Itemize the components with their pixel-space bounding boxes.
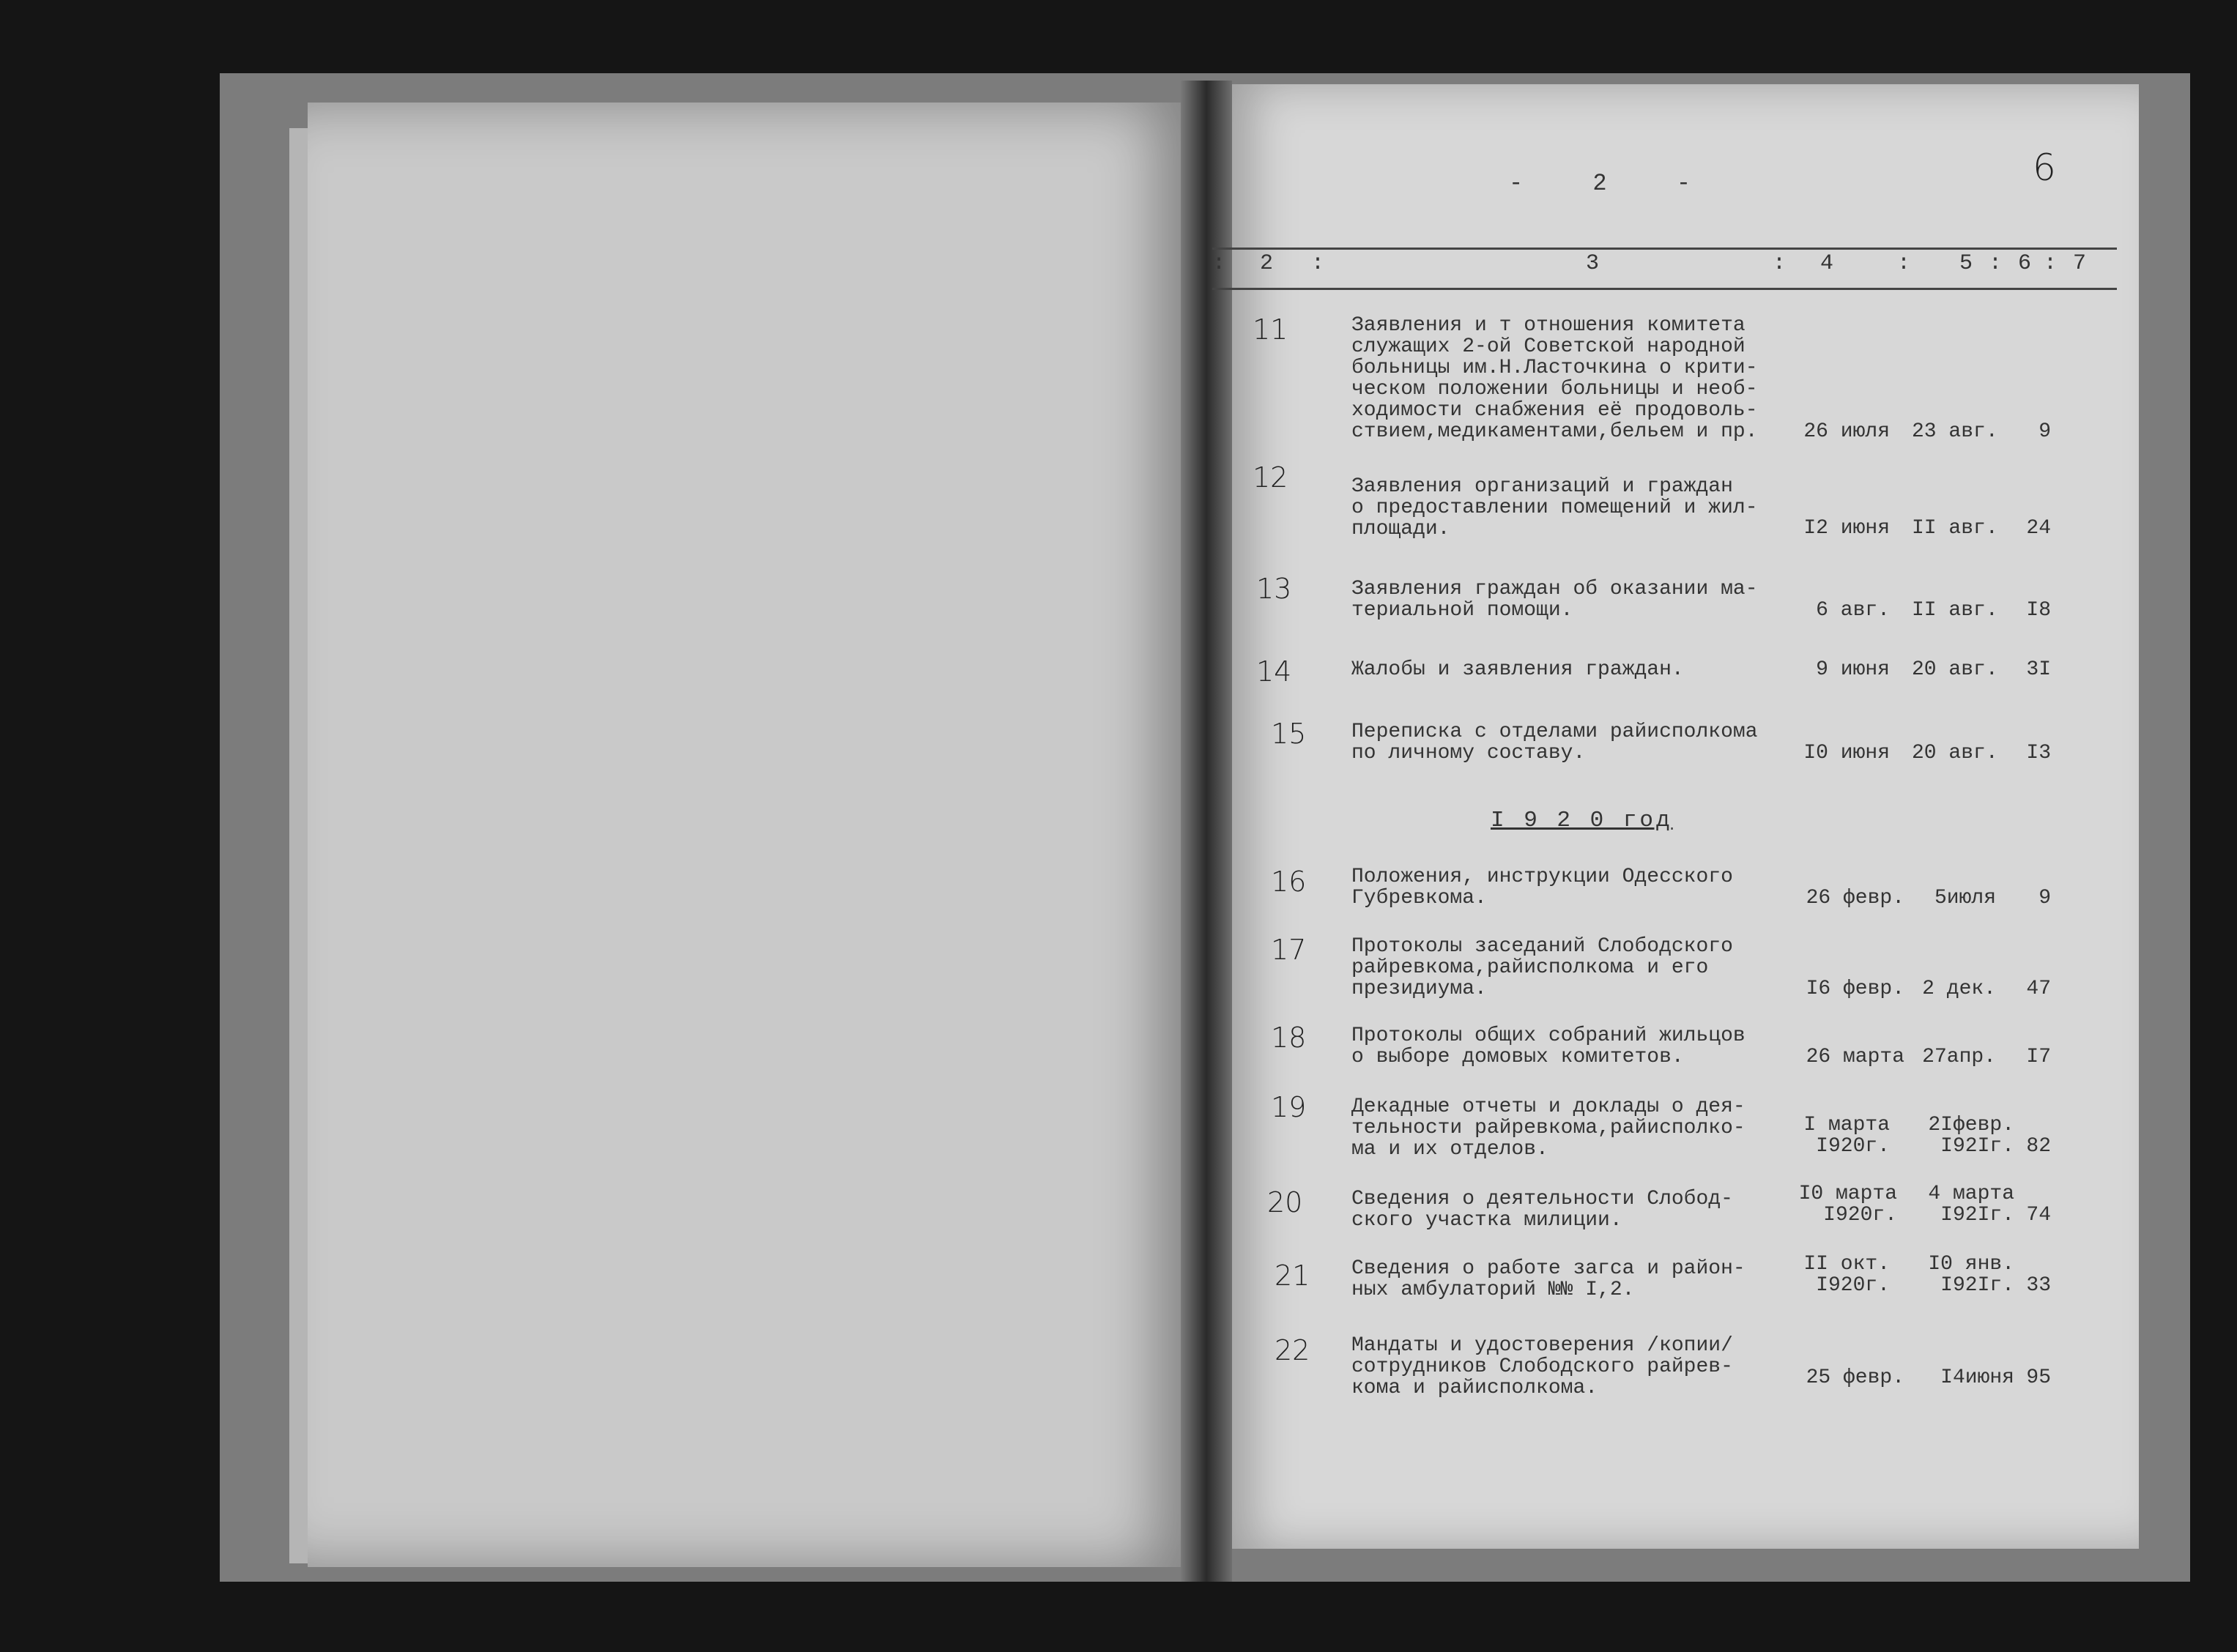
entry-sheet-count: I3 [2026,742,2051,764]
entry-sheet-count: 95 [2026,1366,2051,1389]
entry-number: 22 [1275,1334,1310,1366]
entry-end-date: I4июня [1940,1366,2014,1389]
entry-sheet-count: 82 [2026,1135,2051,1158]
column-3-header: 3 [1586,251,1600,276]
entry-number: 12 [1253,461,1288,494]
entry-sheet-count: 47 [2026,978,2051,1000]
entry-sheet-count: I7 [2026,1046,2051,1068]
header-sep: : [1212,251,1226,276]
page-number-typed: - 2 - [1509,170,1719,197]
entry-number: 17 [1271,934,1307,966]
column-5-header: 5 [1959,251,1973,276]
entry-number: 16 [1271,866,1307,898]
entry-description: Заявления и т отношения комитета служащих 2-ой Советской народной больницы им.Н.Ласточкина о крити- ческом положении больницы и необ- ходимости снабжения её продоволь- ствием,медикаментами,бельем и пр. [1351,314,1758,443]
entry-end-date: 20 авг. [1912,742,1998,764]
entry-number: 13 [1256,573,1292,605]
column-6-header: 6 [2018,251,2032,276]
archive-sheet-number: 6 [2033,146,2056,189]
entry-description: Декадные отчеты и доклады о дея- тельности райревкома,райисполко- ма и их отделов. [1351,1095,1746,1161]
entry-end-date: 5июля [1934,887,1996,909]
entry-number: 21 [1275,1260,1310,1292]
entry-end-date: 20 авг. [1912,658,1998,681]
entry-start-date: 6 авг. [1816,599,1890,622]
header-sep: : [1897,251,1911,276]
entry-end-date: 2 дек. [1922,978,1996,1000]
entry-number: 14 [1256,655,1292,688]
header-sep: : [1311,251,1325,276]
column-2-header: 2 [1260,251,1274,276]
entry-start-date: I марта I920г. [1803,1114,1890,1158]
entry-end-date: 4 марта I92Iг. [1928,1183,2014,1227]
entry-sheet-count: 9 [2038,887,2051,909]
entry-start-date: 25 февр. [1806,1366,1904,1389]
entry-end-date: 23 авг. [1912,420,1998,443]
entry-description: Протоколы общих собраний жильцов о выборе домовых комитетов. [1351,1024,1746,1068]
entry-number: 20 [1267,1186,1303,1218]
entry-end-date: 27апр. [1922,1046,1996,1068]
entry-description: Положения, инструкции Одесского Губревкома. [1351,866,1733,909]
entry-description: Заявления граждан об оказании ма- териальной помощи. [1351,578,1758,622]
entry-description: Сведения о деятельности Слобод- ского участка милиции. [1351,1188,1733,1232]
entry-sheet-count: 74 [2026,1204,2051,1227]
entry-start-date: I0 марта I920г. [1798,1183,1897,1227]
entry-end-date: I0 янв. I92Iг. [1928,1253,2014,1297]
book-gutter [1181,81,1232,1582]
header-rule-top [1212,248,2117,250]
entry-number: 18 [1271,1022,1307,1054]
column-7-header: 7 [2073,251,2087,276]
entry-description: Жалобы и заявления граждан. [1351,658,1684,681]
entry-sheet-count: I8 [2026,599,2051,622]
header-rule-bottom [1212,288,2117,290]
entry-description: Заявления организаций и граждан о предоставлении помещений и жил- площади. [1351,475,1758,540]
entry-number: 19 [1271,1091,1307,1123]
entry-start-date: I0 июня [1803,742,1890,764]
entry-description: Мандаты и удостоверения /копии/ сотрудников Слободского райрев- кома и райисполкома. [1351,1334,1733,1399]
entry-start-date: 26 марта [1806,1046,1904,1068]
header-sep: : [1773,251,1787,276]
entry-description: Протоколы заседаний Слободского райревкома,райисполкома и его президиума. [1351,935,1733,1000]
entry-description: Переписка с отделами райисполкома по личному составу. [1351,721,1758,764]
year-heading: I 9 2 0 год [1491,808,1673,833]
column-4-header: 4 [1820,251,1834,276]
entry-description: Сведения о работе загса и район- ных амбулаторий №№ I,2. [1351,1257,1746,1301]
entry-number: 11 [1253,313,1288,346]
right-page [1223,84,2139,1549]
entry-sheet-count: 24 [2026,517,2051,540]
entry-sheet-count: 9 [2038,420,2051,443]
entry-end-date: 2Iфевр. I92Iг. [1928,1114,2014,1158]
entry-start-date: II окт. I920г. [1803,1253,1890,1297]
entry-sheet-count: 33 [2026,1274,2051,1297]
entry-start-date: 26 июля [1803,420,1890,443]
entry-sheet-count: 3I [2026,658,2051,681]
header-sep: : [2044,251,2058,276]
entry-start-date: I2 июня [1803,517,1890,540]
entry-start-date: 26 февр. [1806,887,1904,909]
entry-start-date: I6 февр. [1806,978,1904,1000]
entry-start-date: 9 июня [1816,658,1890,681]
entry-end-date: II авг. [1912,517,1998,540]
entry-number: 15 [1271,718,1307,750]
entry-end-date: II авг. [1912,599,1998,622]
left-page-blank [308,103,1201,1567]
header-sep: : [1989,251,2003,276]
